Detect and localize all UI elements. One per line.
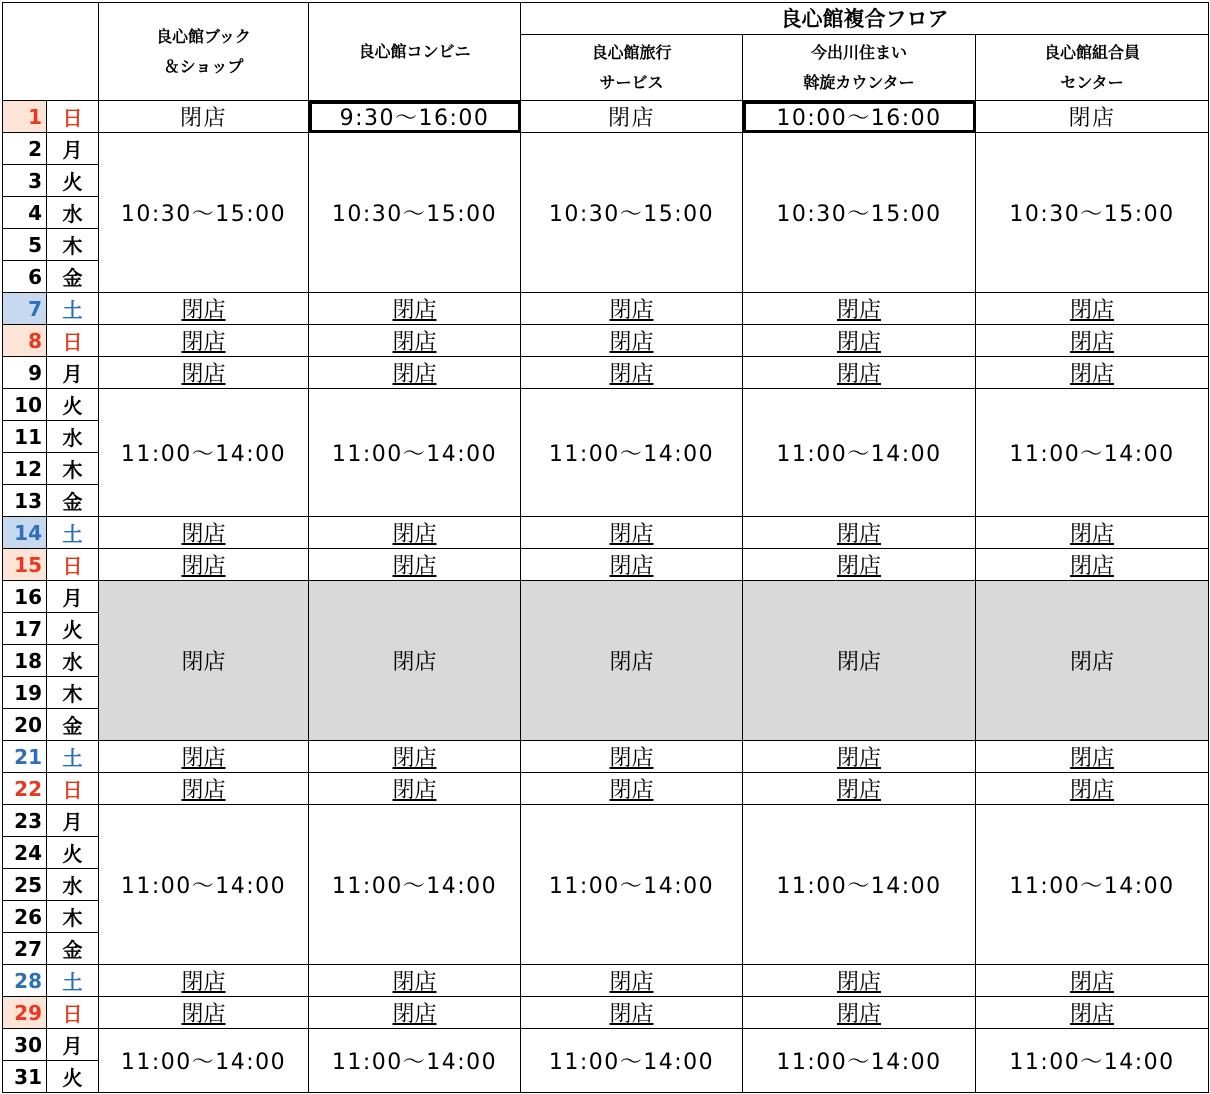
hours-cell: 閉店 <box>976 741 1209 773</box>
day-of-week: 金 <box>47 933 99 965</box>
hours-cell: 閉店 <box>743 517 976 549</box>
day-of-week: 金 <box>47 261 99 293</box>
day-of-week: 月 <box>47 133 99 165</box>
hours-cell: 閉店 <box>309 357 521 389</box>
day-number: 2 <box>3 133 47 165</box>
day-of-week: 日 <box>47 325 99 357</box>
hours-cell: 閉店 <box>99 293 309 325</box>
hours-cell: 閉店 <box>976 773 1209 805</box>
day-number: 5 <box>3 229 47 261</box>
hours-cell: 閉店 <box>521 549 743 581</box>
day-row <box>3 293 1209 325</box>
col-header-housing <box>743 35 976 101</box>
day-number: 3 <box>3 165 47 197</box>
day-row <box>3 741 1209 773</box>
day-row <box>3 549 1209 581</box>
hours-cell: 閉店 <box>743 773 976 805</box>
hours-cell: 11:00〜14:00 <box>99 1029 309 1093</box>
hours-cell: 閉店 <box>521 581 743 741</box>
hours-cell: 閉店 <box>309 741 521 773</box>
hours-cell: 10:30〜15:00 <box>99 133 309 293</box>
day-number: 8 <box>3 325 47 357</box>
hours-cell: 11:00〜14:00 <box>976 1029 1209 1093</box>
day-of-week: 土 <box>47 741 99 773</box>
hours-cell: 10:30〜15:00 <box>743 133 976 293</box>
day-of-week: 月 <box>47 1029 99 1061</box>
day-of-week: 金 <box>47 709 99 741</box>
day-number: 20 <box>3 709 47 741</box>
hours-cell: 閉店 <box>976 965 1209 997</box>
hours-cell: 11:00〜14:00 <box>521 1029 743 1093</box>
day-number: 21 <box>3 741 47 773</box>
hours-cell: 閉店 <box>743 549 976 581</box>
day-of-week: 火 <box>47 165 99 197</box>
day-number: 22 <box>3 773 47 805</box>
day-number: 25 <box>3 869 47 901</box>
hours-cell: 11:00〜14:00 <box>309 389 521 517</box>
day-row <box>3 997 1209 1029</box>
hours-cell: 閉店 <box>309 549 521 581</box>
hours-cell: 閉店 <box>521 293 743 325</box>
hours-cell: 閉店 <box>976 581 1209 741</box>
day-of-week: 木 <box>47 453 99 485</box>
day-number: 23 <box>3 805 47 837</box>
hours-cell: 11:00〜14:00 <box>99 805 309 965</box>
hours-cell: 閉店 <box>99 325 309 357</box>
hours-cell: 閉店 <box>99 357 309 389</box>
col-header-housing-line2: 斡旋カウンター <box>803 72 915 92</box>
hours-cell: 閉店 <box>743 325 976 357</box>
day-of-week: 土 <box>47 293 99 325</box>
hours-cell: 閉店 <box>99 965 309 997</box>
hours-cell: 11:00〜14:00 <box>976 805 1209 965</box>
hours-cell: 11:00〜14:00 <box>976 389 1209 517</box>
hours-cell: 11:00〜14:00 <box>521 805 743 965</box>
hours-cell: 閉店 <box>99 773 309 805</box>
hours-cell: 10:00〜16:00 <box>743 101 976 133</box>
hours-cell: 閉店 <box>521 965 743 997</box>
col-header-coop-line2: センター <box>1060 72 1124 92</box>
hours-cell: 閉店 <box>976 357 1209 389</box>
col-header-coop <box>976 35 1209 101</box>
hours-cell: 11:00〜14:00 <box>309 805 521 965</box>
hours-cell: 閉店 <box>521 773 743 805</box>
day-number: 11 <box>3 421 47 453</box>
col-header-travel-line2: サービス <box>599 72 664 92</box>
day-of-week: 土 <box>47 517 99 549</box>
hours-cell: 11:00〜14:00 <box>99 389 309 517</box>
col-header-travel <box>521 35 743 101</box>
day-number: 16 <box>3 581 47 613</box>
day-number: 12 <box>3 453 47 485</box>
day-number: 26 <box>3 901 47 933</box>
hours-cell: 閉店 <box>99 997 309 1029</box>
day-number: 31 <box>3 1061 47 1093</box>
hours-cell: 閉店 <box>99 101 309 133</box>
day-number: 18 <box>3 645 47 677</box>
day-of-week: 水 <box>47 421 99 453</box>
day-row <box>3 517 1209 549</box>
day-of-week: 木 <box>47 229 99 261</box>
hours-cell: 閉店 <box>743 581 976 741</box>
hours-cell: 閉店 <box>976 997 1209 1029</box>
day-row <box>3 773 1209 805</box>
day-number: 4 <box>3 197 47 229</box>
day-row <box>3 805 1209 837</box>
hours-cell: 閉店 <box>521 357 743 389</box>
col-header-convenience: 良心館コンビニ <box>309 3 521 101</box>
day-of-week: 月 <box>47 357 99 389</box>
hours-cell: 閉店 <box>309 581 521 741</box>
hours-cell: 閉店 <box>976 293 1209 325</box>
day-number: 24 <box>3 837 47 869</box>
day-number: 17 <box>3 613 47 645</box>
day-number: 1 <box>3 101 47 133</box>
hours-cell: 閉店 <box>521 517 743 549</box>
col-header-housing-line1: 今出川住まい <box>810 42 907 62</box>
hours-cell: 閉店 <box>309 293 521 325</box>
day-of-week: 水 <box>47 645 99 677</box>
hours-cell: 10:30〜15:00 <box>976 133 1209 293</box>
hours-cell: 11:00〜14:00 <box>743 805 976 965</box>
day-row <box>3 325 1209 357</box>
day-number: 30 <box>3 1029 47 1061</box>
hours-cell: 閉店 <box>99 517 309 549</box>
day-number: 9 <box>3 357 47 389</box>
col-header-book-shop <box>99 3 309 101</box>
hours-cell: 閉店 <box>976 517 1209 549</box>
hours-cell: 閉店 <box>521 325 743 357</box>
hours-cell: 閉店 <box>309 773 521 805</box>
day-of-week: 土 <box>47 965 99 997</box>
hours-cell: 閉店 <box>743 965 976 997</box>
day-number: 6 <box>3 261 47 293</box>
day-of-week: 日 <box>47 549 99 581</box>
day-of-week: 火 <box>47 1061 99 1093</box>
hours-cell: 閉店 <box>99 741 309 773</box>
day-of-week: 月 <box>47 581 99 613</box>
hours-cell: 9:30〜16:00 <box>309 101 521 133</box>
hours-cell: 閉店 <box>309 997 521 1029</box>
day-of-week: 水 <box>47 869 99 901</box>
day-row <box>3 965 1209 997</box>
hours-cell: 11:00〜14:00 <box>743 389 976 517</box>
hours-cell: 閉店 <box>309 325 521 357</box>
day-number: 10 <box>3 389 47 421</box>
day-of-week: 金 <box>47 485 99 517</box>
hours-cell: 閉店 <box>521 997 743 1029</box>
day-of-week: 水 <box>47 197 99 229</box>
schedule-body <box>3 3 1209 1093</box>
day-of-week: 火 <box>47 613 99 645</box>
group-header-complex-floor: 良心館複合フロア <box>521 3 1209 35</box>
hours-cell: 11:00〜14:00 <box>309 1029 521 1093</box>
day-number: 29 <box>3 997 47 1029</box>
hours-cell: 閉店 <box>976 101 1209 133</box>
day-number: 19 <box>3 677 47 709</box>
col-header-book-shop-line2: ＆ショップ <box>163 56 244 76</box>
hours-cell: 閉店 <box>99 549 309 581</box>
day-number: 14 <box>3 517 47 549</box>
day-of-week: 火 <box>47 389 99 421</box>
hours-cell: 10:30〜15:00 <box>309 133 521 293</box>
hours-cell: 閉店 <box>309 517 521 549</box>
hours-cell: 閉店 <box>309 965 521 997</box>
corner-cell <box>3 3 99 101</box>
day-number: 7 <box>3 293 47 325</box>
hours-cell: 10:30〜15:00 <box>521 133 743 293</box>
col-header-book-shop-line1: 良心館ブック <box>156 26 251 46</box>
hours-cell: 閉店 <box>976 325 1209 357</box>
day-row <box>3 389 1209 421</box>
day-of-week: 日 <box>47 773 99 805</box>
hours-cell: 閉店 <box>521 741 743 773</box>
day-number: 13 <box>3 485 47 517</box>
day-row <box>3 581 1209 613</box>
day-number: 28 <box>3 965 47 997</box>
day-row <box>3 101 1209 133</box>
day-number: 15 <box>3 549 47 581</box>
day-of-week: 月 <box>47 805 99 837</box>
hours-cell: 11:00〜14:00 <box>743 1029 976 1093</box>
col-header-coop-line1: 良心館組合員 <box>1044 42 1141 62</box>
hours-cell: 閉店 <box>521 101 743 133</box>
day-of-week: 火 <box>47 837 99 869</box>
hours-cell: 閉店 <box>743 741 976 773</box>
day-of-week: 木 <box>47 677 99 709</box>
hours-cell: 閉店 <box>99 581 309 741</box>
hours-cell: 閉店 <box>743 357 976 389</box>
col-header-travel-line1: 良心館旅行 <box>591 42 672 62</box>
hours-cell: 11:00〜14:00 <box>521 389 743 517</box>
header-row-top <box>3 3 1209 35</box>
day-of-week: 日 <box>47 997 99 1029</box>
hours-cell: 閉店 <box>743 293 976 325</box>
day-number: 27 <box>3 933 47 965</box>
day-of-week: 日 <box>47 101 99 133</box>
schedule-table <box>2 2 1209 1093</box>
hours-cell: 閉店 <box>976 549 1209 581</box>
hours-cell: 閉店 <box>743 997 976 1029</box>
day-row <box>3 1029 1209 1061</box>
day-row <box>3 133 1209 165</box>
day-row <box>3 357 1209 389</box>
day-of-week: 木 <box>47 901 99 933</box>
